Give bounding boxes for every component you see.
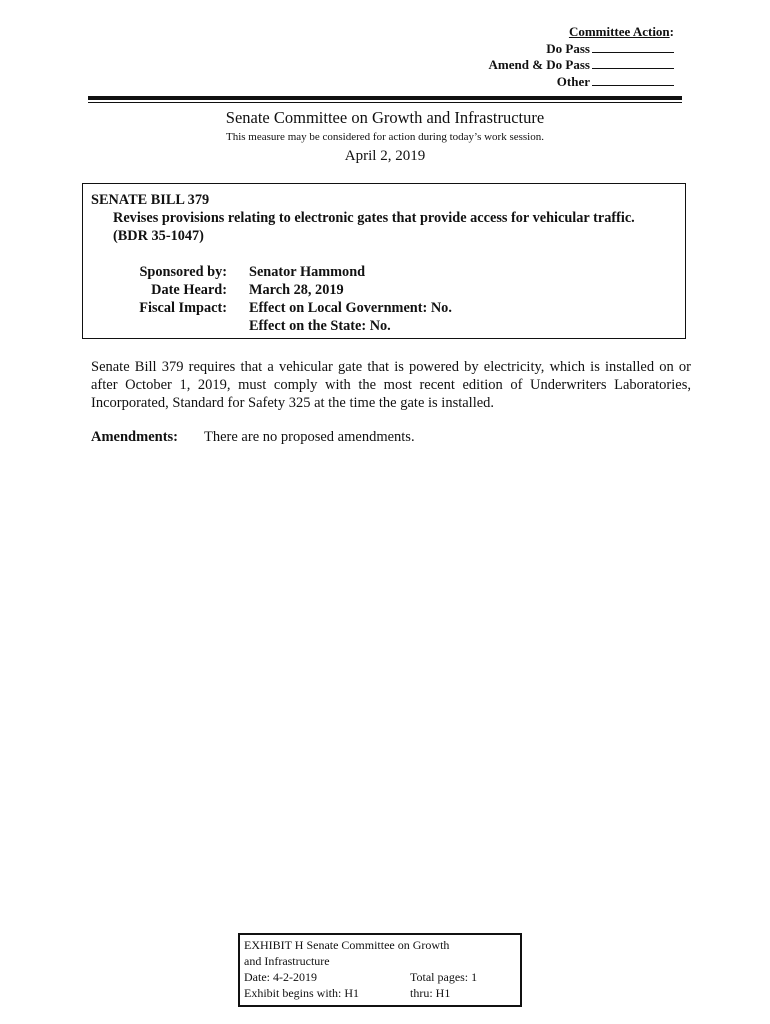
exhibit-begins: Exhibit begins with: H1: [244, 986, 359, 1000]
other-option: Other: [489, 74, 674, 91]
work-session-notice: This measure may be considered for action during today’s work session.: [225, 131, 544, 143]
amendments-label: Amendments:: [91, 429, 178, 445]
bill-summary: Senate Bill 379 requires that a vehicular gate that is powered by electricity, which is installed on or after October 1, 2019, must comply with the most recent edition of Underwriters Laboratories, Incorporated, Standard for Safety 325 at the time the gate is installed.: [91, 359, 691, 411]
bill-description: Revises provisions relating to electronic gates that provide access for vehicular traffic.: [113, 210, 635, 226]
exhibit-stamp: [238, 933, 522, 1007]
hearing-date: April 2, 2019: [344, 148, 426, 164]
amendments-text: There are no proposed amendments.: [204, 429, 415, 445]
exhibit-date: Date: 4-2-2019: [244, 970, 317, 984]
bill-title: SENATE BILL 379: [91, 192, 210, 208]
header-divider-thick: [88, 96, 682, 100]
date-heard-label: Date Heard:: [151, 282, 227, 298]
amend-do-pass-option: Amend & Do Pass: [489, 57, 674, 74]
exhibit-total-pages: Total pages: 1: [410, 970, 478, 984]
fiscal-impact-label: Fiscal Impact:: [139, 300, 227, 316]
header-divider-thin: [88, 102, 682, 103]
amend-do-pass-blank: [592, 57, 674, 69]
date-heard-value: March 28, 2019: [249, 282, 344, 298]
bill-info-box: [82, 183, 686, 339]
exhibit-thru: thru: H1: [410, 986, 451, 1000]
committee-action-heading: Committee Action:: [568, 24, 674, 39]
exhibit-line-2: and Infrastructure: [244, 954, 330, 968]
do-pass-option: Do Pass: [489, 41, 674, 58]
do-pass-blank: [592, 41, 674, 53]
committee-action-block: [489, 24, 674, 90]
committee-name: Senate Committee on Growth and Infrastructure: [225, 108, 545, 127]
fiscal-impact-state-value: Effect on the State: No.: [249, 318, 391, 334]
fiscal-impact-local-value: Effect on Local Government: No.: [249, 300, 452, 316]
exhibit-line-1: EXHIBIT H Senate Committee on Growth: [244, 938, 450, 952]
bill-bdr: (BDR 35-1047): [113, 228, 204, 244]
sponsored-by-value: Senator Hammond: [249, 264, 366, 280]
other-blank: [592, 74, 674, 86]
sponsored-by-label: Sponsored by:: [139, 264, 227, 280]
